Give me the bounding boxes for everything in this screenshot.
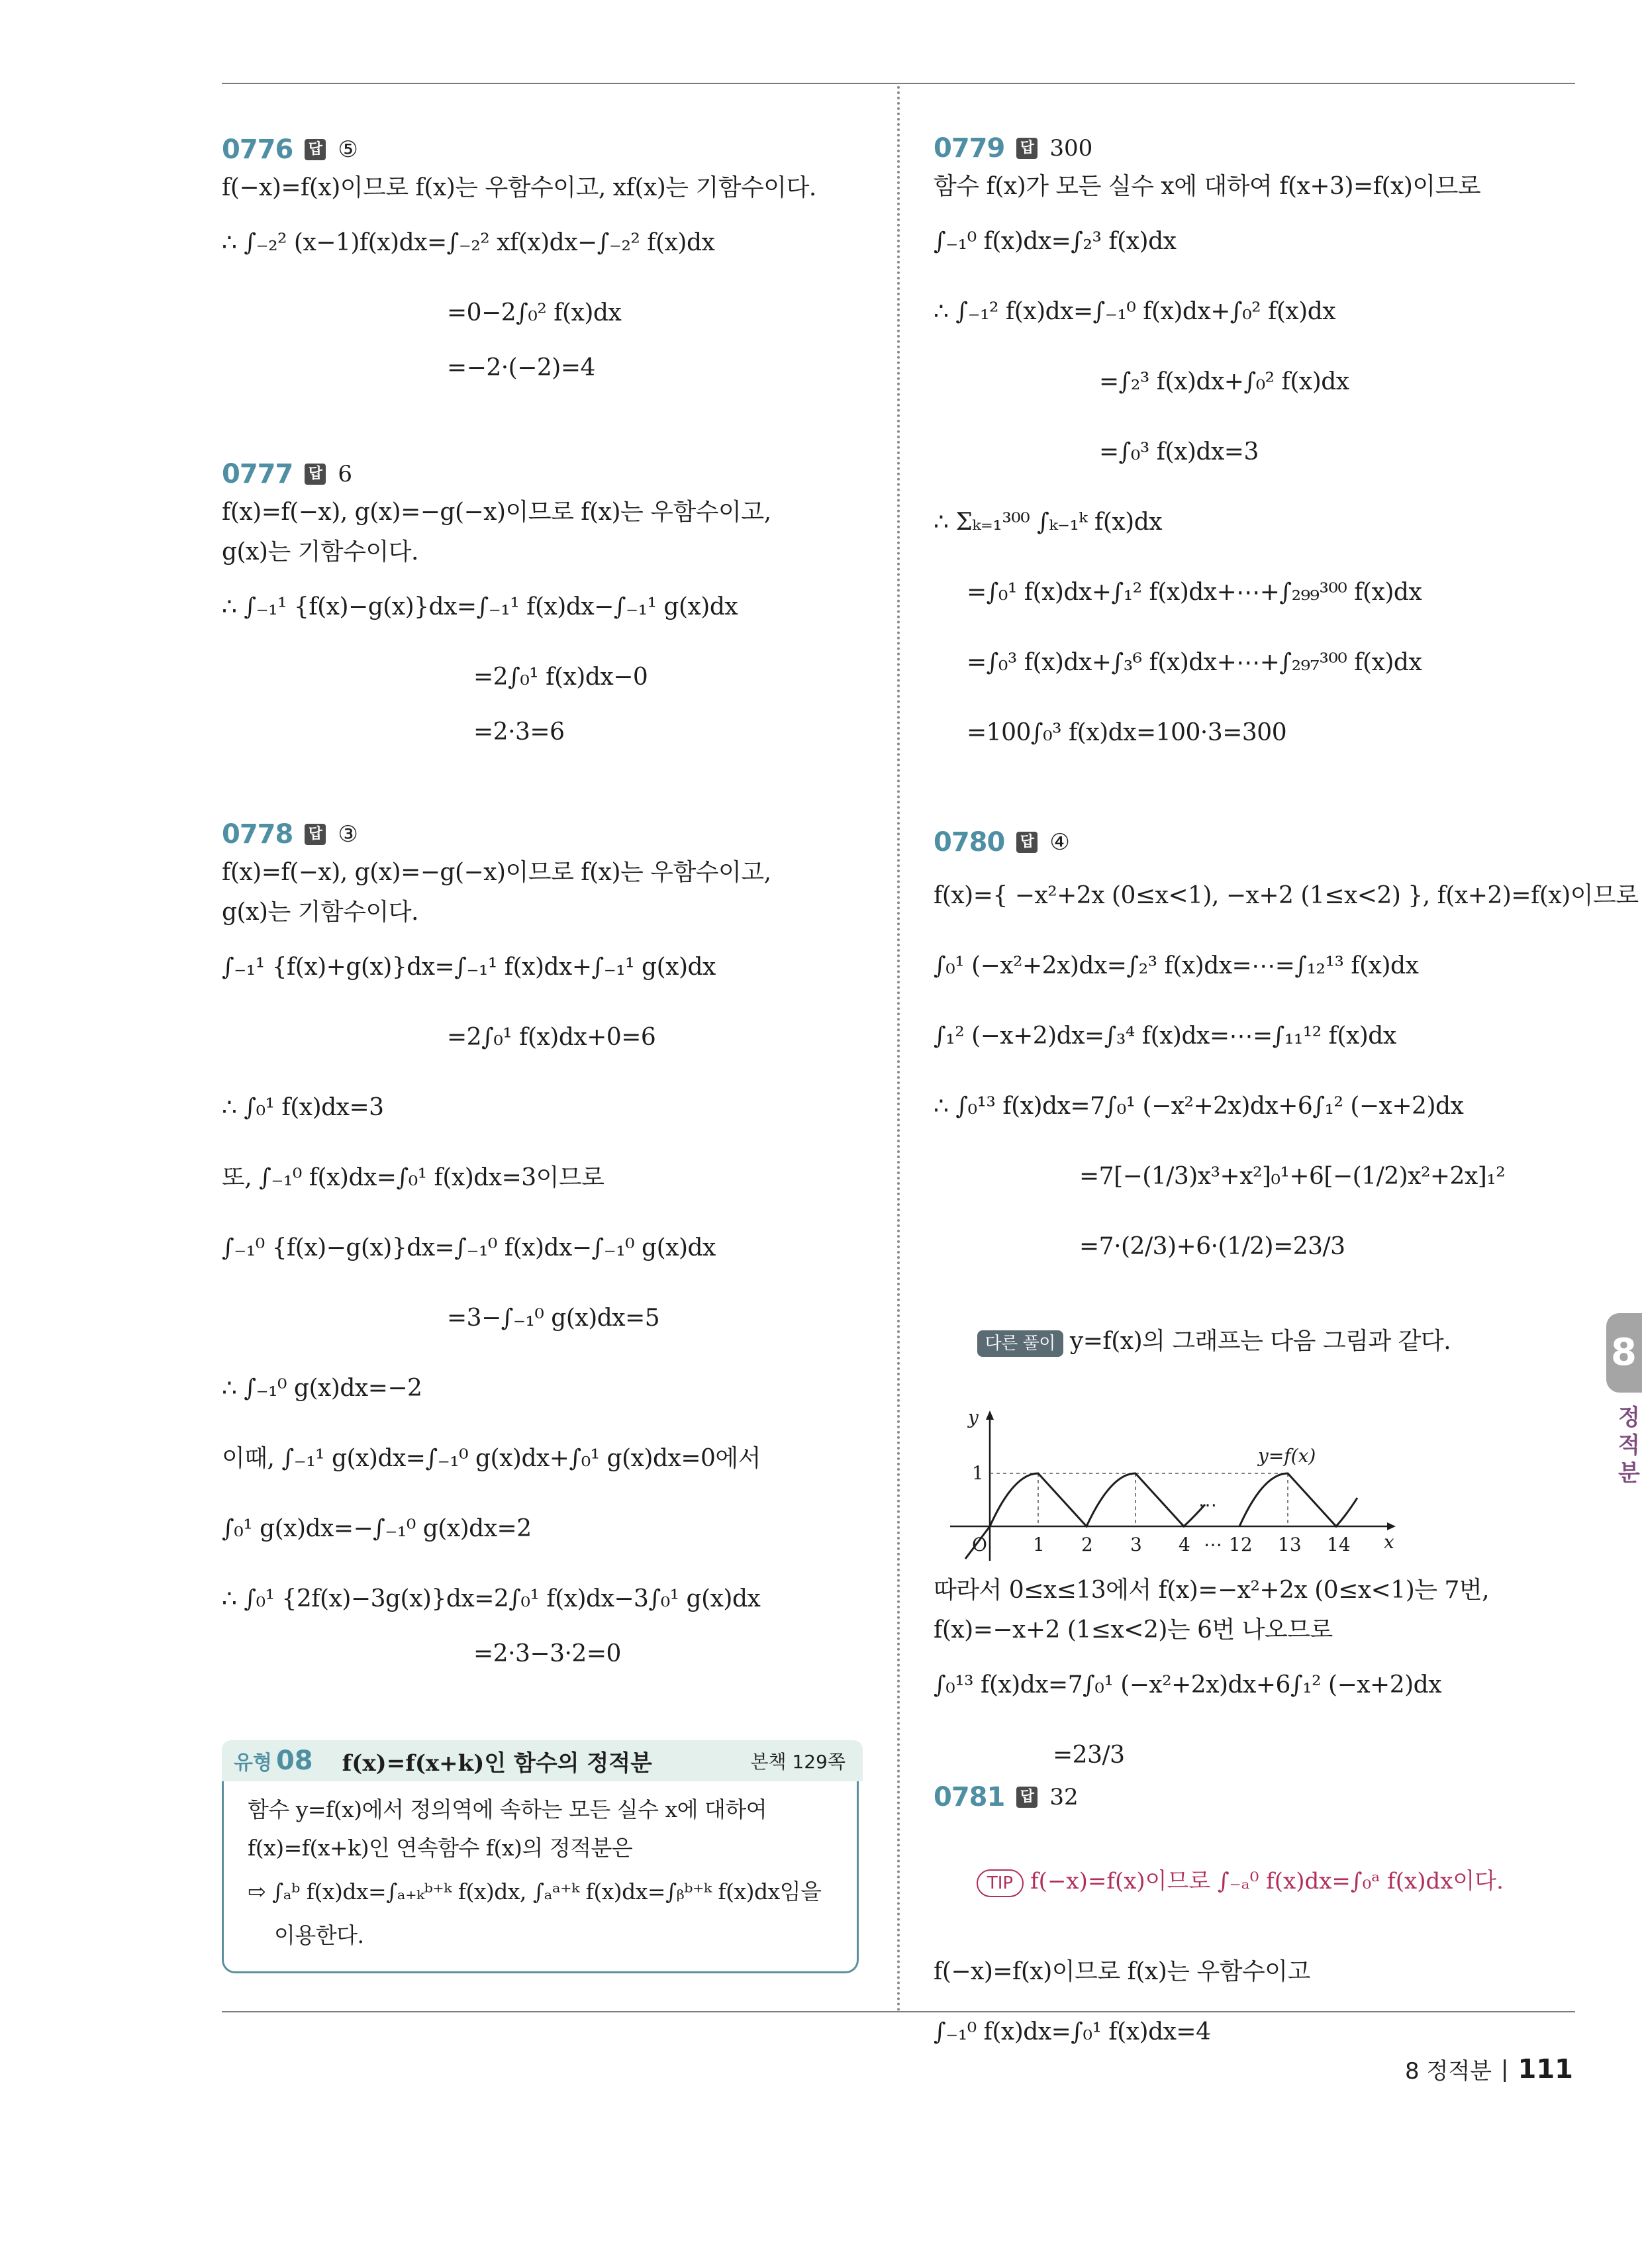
alt-solution-badge: 다른 풀이 — [977, 1330, 1063, 1357]
x-axis-arrow-icon — [1387, 1522, 1396, 1530]
answer-value: 6 — [338, 461, 352, 487]
graph-ellipsis: ⋯ — [1198, 1494, 1217, 1516]
chapter-label: 8 정적분 — [1405, 2058, 1492, 2085]
type-line: 함수 y=f(x)에서 정의역에 속하는 모든 실수 x에 대하여 — [248, 1797, 767, 1822]
solution-line: ∴ ∫₀¹³ f(x)dx=7∫₀¹ (−x²+2x)dx+6∫₁² (−x+2)dx — [934, 1093, 1464, 1120]
solution-line: =2·3−3·2=0 — [473, 1640, 621, 1667]
solution-line: =0−2∫₀² f(x)dx — [447, 299, 622, 326]
solution-line: f(−x)=f(x)이므로 f(x)는 우함수이고 — [934, 1958, 1310, 1985]
problem-header — [222, 816, 877, 853]
type-title: f(x)=f(x+k)인 함수의 정적분 — [342, 1750, 652, 1777]
type-08-box — [222, 1781, 859, 1973]
problem-number: 0781 — [934, 1782, 1005, 1812]
solution-line: ∫₁² (−x+2)dx=∫₃⁴ f(x)dx=⋯=∫₁₁¹² f(x)dx — [934, 1022, 1396, 1050]
solution-line: =3−∫₋₁⁰ g(x)dx=5 — [447, 1305, 660, 1332]
solution-line: =∫₀¹ f(x)dx+∫₁² f(x)dx+⋯+∫₂₉₉³⁰⁰ f(x)dx — [967, 579, 1422, 606]
solution-line: ∴ ∫₋₁⁰ g(x)dx=−2 — [222, 1375, 422, 1402]
solution-line: f(x)=f(−x), g(x)=−g(−x)이므로 f(x)는 우함수이고, — [222, 859, 771, 886]
periodic-graph — [934, 1405, 1397, 1571]
solution-line: g(x)는 기함수이다. — [222, 538, 418, 566]
solution-line: 함수 f(x)가 모든 실수 x에 대하여 f(x+3)=f(x)이므로 — [934, 173, 1481, 200]
problem-0777 — [222, 456, 877, 752]
problem-header — [222, 456, 877, 493]
problem-0776 — [222, 131, 877, 388]
x-tick-label: 1 — [1033, 1534, 1045, 1555]
answer-icon: 답 — [305, 464, 326, 485]
y-axis-label: y — [968, 1406, 979, 1428]
solution-line: =100∫₀³ f(x)dx=100·3=300 — [967, 719, 1287, 746]
answer-icon: 답 — [305, 139, 326, 160]
x-tick-label: 12 — [1229, 1534, 1253, 1555]
problem-number: 0780 — [934, 827, 1005, 858]
solution-line: =2·3=6 — [473, 718, 565, 746]
x-tick-label: 3 — [1130, 1534, 1142, 1555]
solution-line: ∫₋₁⁰ {f(x)−g(x)}dx=∫₋₁⁰ f(x)dx−∫₋₁⁰ g(x)dx — [222, 1234, 716, 1261]
alt-line: =23/3 — [1053, 1742, 1125, 1769]
type-line: f(x)=f(x+k)인 연속함수 f(x)의 정적분은 — [248, 1835, 633, 1861]
solution-line: ∫₋₁¹ {f(x)+g(x)}dx=∫₋₁¹ f(x)dx+∫₋₁¹ g(x)dx — [222, 954, 716, 981]
x-tick-label: 2 — [1081, 1534, 1093, 1555]
solution-line: ∴ ∫₀¹ {2f(x)−3g(x)}dx=2∫₀¹ f(x)dx−3∫₀¹ g(x)dx — [222, 1585, 761, 1612]
folio-separator: | — [1501, 2055, 1509, 2083]
solution-line: 이때, ∫₋₁¹ g(x)dx=∫₋₁⁰ g(x)dx+∫₀¹ g(x)dx=0에서 — [222, 1445, 761, 1472]
problem-0778 — [222, 816, 877, 1674]
solution-line: ∴ ∫₀¹ f(x)dx=3 — [222, 1094, 384, 1121]
alt-line: 따라서 0≤x≤13에서 f(x)=−x²+2x (0≤x<1)는 7번, — [934, 1577, 1490, 1604]
solution-line: =2∫₀¹ f(x)dx−0 — [473, 664, 648, 691]
curve-segment — [1239, 1473, 1357, 1526]
x-tick-label: 13 — [1278, 1534, 1302, 1555]
solution-line: =7·(2/3)+6·(1/2)=23/3 — [1079, 1233, 1345, 1260]
solution-line: =−2·(−2)=4 — [447, 354, 595, 381]
solution-line: g(x)는 기함수이다. — [222, 899, 418, 926]
type-08-header — [222, 1740, 863, 1781]
solution-line: ∴ ∫₋₁² f(x)dx=∫₋₁⁰ f(x)dx+∫₀² f(x)dx — [934, 298, 1336, 325]
origin-label: O — [972, 1534, 987, 1555]
solution-line: 또, ∫₋₁⁰ f(x)dx=∫₀¹ f(x)dx=3이므로 — [222, 1164, 604, 1191]
solution-line: =2∫₀¹ f(x)dx+0=6 — [447, 1024, 656, 1051]
problem-header — [934, 130, 1589, 167]
problem-0779 — [934, 130, 1589, 768]
solution-line: ∫₋₁⁰ f(x)dx=∫₀¹ f(x)dx=4 — [934, 2018, 1211, 2046]
alt-line: ∫₀¹³ f(x)dx=7∫₀¹ (−x²+2x)dx+6∫₁² (−x+2)dx — [934, 1671, 1441, 1699]
tip-badge: TIP — [977, 1869, 1024, 1897]
tip-line — [934, 1816, 1589, 1947]
answer-value: ④ — [1049, 829, 1070, 856]
x-tick-label: 4 — [1179, 1534, 1190, 1555]
y-tick-label: 1 — [972, 1462, 984, 1484]
y-axis-arrow-icon — [986, 1410, 994, 1420]
tip-text: f(−x)=f(x)이므로 ∫₋ₐ⁰ f(x)dx=∫₀ᵃ f(x)dx이다. — [1030, 1868, 1504, 1895]
solution-line: f(−x)=f(x)이므로 f(x)는 우함수이고, xf(x)는 기함수이다. — [222, 174, 816, 201]
answer-value: ③ — [338, 821, 358, 848]
solution-line: f(x)=f(−x), g(x)=−g(−x)이므로 f(x)는 우함수이고, — [222, 499, 771, 526]
problem-number: 0779 — [934, 133, 1005, 164]
solution-line: ∫₀¹ (−x²+2x)dx=∫₂³ f(x)dx=⋯=∫₁₂¹³ f(x)dx — [934, 952, 1419, 979]
answer-value: 32 — [1049, 1784, 1079, 1810]
answer-icon: 답 — [1016, 138, 1038, 159]
answer-value: ⑤ — [338, 136, 358, 163]
chapter-side-tab: 8 — [1606, 1313, 1642, 1393]
type-prefix: 유형 — [234, 1751, 272, 1775]
solution-line: ∴ ∫₋₂² (x−1)f(x)dx=∫₋₂² xf(x)dx−∫₋₂² f(x)dx — [222, 229, 715, 256]
top-rule — [222, 83, 1575, 84]
solution-line: =∫₀³ f(x)dx+∫₃⁶ f(x)dx+⋯+∫₂₉₇³⁰⁰ f(x)dx — [967, 649, 1422, 676]
problem-header — [222, 131, 877, 168]
solution-line: ∴ Σₖ₌₁³⁰⁰ ∫ₖ₋₁ᵏ f(x)dx — [934, 509, 1163, 536]
answer-value: 300 — [1049, 135, 1093, 162]
x-axis-label: x — [1384, 1531, 1394, 1553]
type-reference: 본책 129쪽 — [750, 1751, 845, 1773]
problem-number: 0778 — [222, 819, 293, 850]
problem-number: 0776 — [222, 134, 293, 165]
answer-icon: 답 — [1016, 1787, 1038, 1808]
solution-line: ∫₋₁⁰ f(x)dx=∫₂³ f(x)dx — [934, 228, 1177, 255]
answer-icon: 답 — [1016, 832, 1038, 853]
solution-line: f(x)={ −x²+2x (0≤x<1), −x+2 (1≤x<2) }, f(x+2)=f(x)이므로 — [934, 882, 1639, 909]
solution-line: =∫₂³ f(x)dx+∫₀² f(x)dx — [1099, 368, 1349, 395]
alt-solution-line — [934, 1282, 1589, 1401]
alt-line: y=f(x)의 그래프는 다음 그림과 같다. — [1069, 1328, 1451, 1355]
chapter-side-label: 정적분 — [1618, 1405, 1640, 1487]
answer-icon: 답 — [305, 824, 326, 845]
curve-label: y=f(x) — [1258, 1445, 1316, 1467]
problem-number: 0777 — [222, 459, 293, 489]
problem-0781 — [934, 1779, 1589, 2067]
solution-line: ∫₀¹ g(x)dx=−∫₋₁⁰ g(x)dx=2 — [222, 1515, 532, 1542]
solution-line: ∴ ∫₋₁¹ {f(x)−g(x)}dx=∫₋₁¹ f(x)dx−∫₋₁¹ g(x)dx — [222, 593, 738, 620]
type-number: 08 — [275, 1746, 313, 1776]
column-divider — [897, 86, 900, 2013]
solution-line: =∫₀³ f(x)dx=3 — [1099, 438, 1259, 466]
alt-line: f(x)=−x+2 (1≤x<2)는 6번 나오므로 — [934, 1616, 1333, 1644]
problem-header — [934, 824, 1589, 861]
page-folio — [1405, 2053, 1573, 2085]
solution-line: =7[−(1/3)x³+x²]₀¹+6[−(1/2)x²+2x]₁² — [1079, 1163, 1506, 1190]
problem-header — [934, 1779, 1589, 1816]
x-tick-label: 14 — [1327, 1534, 1351, 1555]
type-line: ⇨ ∫ₐᵇ f(x)dx=∫ₐ₊ₖᵇ⁺ᵏ f(x)dx, ∫ₐᵃ⁺ᵏ f(x)dx=∫ᵦᵇ⁺ᵏ f(x)dx임을 — [248, 1879, 822, 1904]
x-tick-label: ⋯ — [1204, 1534, 1222, 1555]
type-line: 이용한다. — [274, 1922, 364, 1948]
page-number: 111 — [1518, 2053, 1573, 2085]
